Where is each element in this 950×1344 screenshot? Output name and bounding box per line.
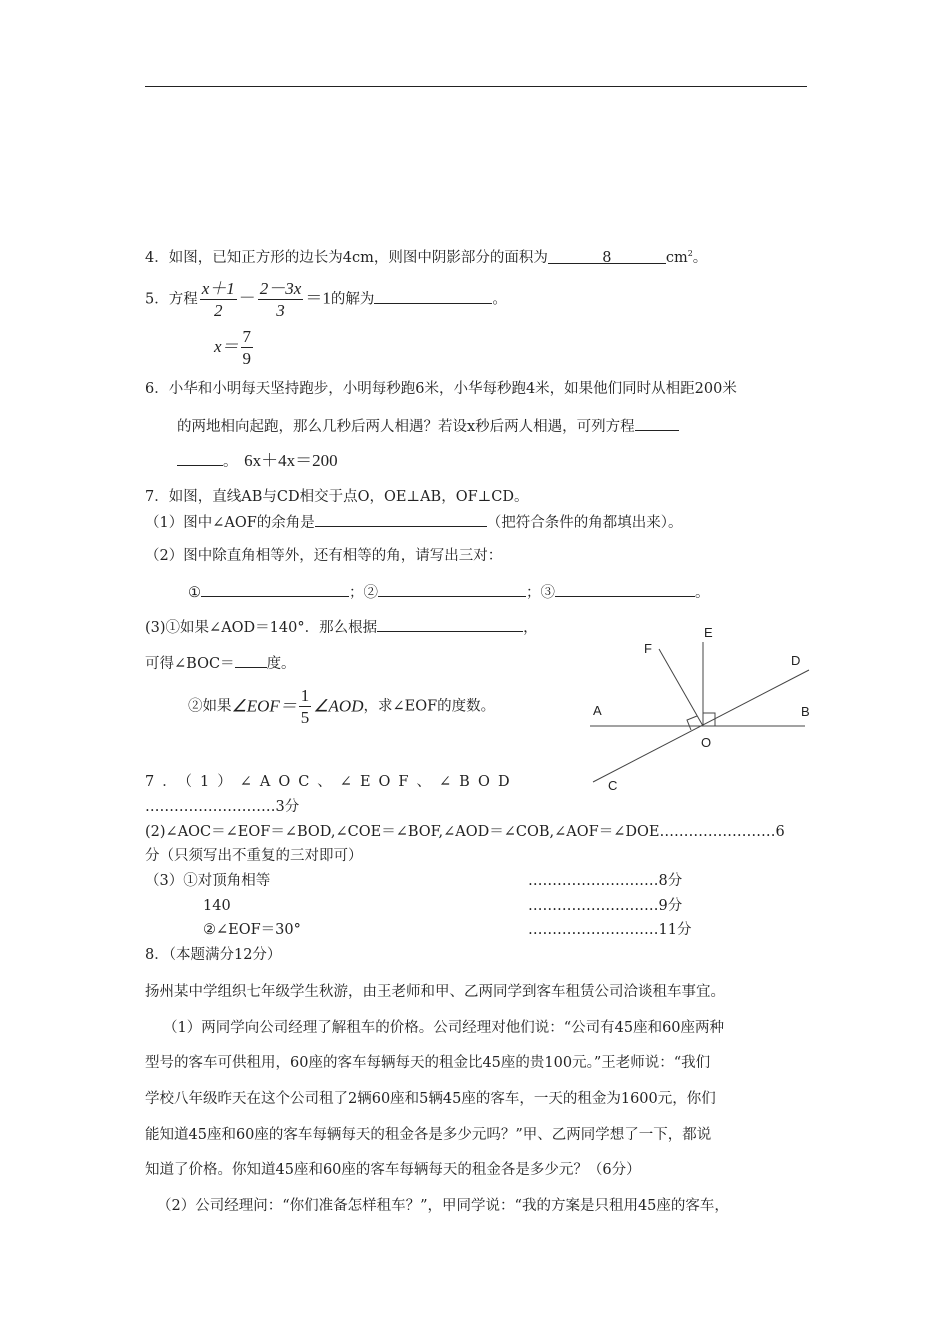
q7-p2-blank-2 (378, 581, 526, 597)
q8-p2-line-1: （2）公司经理问：“你们准备怎样租车？”，甲同学说：“我的方案是只租用45座的客车， (157, 1198, 729, 1214)
a7-part-3-1: （3）①对顶角相等 (145, 873, 271, 889)
label-b: B (801, 704, 810, 719)
q7-p3-q2-b: ，求∠EOF的度数。 (363, 698, 496, 715)
q5-end: 。 (492, 291, 507, 308)
q5-fraction-2 (258, 278, 304, 321)
label-o: O (701, 735, 712, 750)
q7-p3-line2-a: 可得∠BOC＝ (145, 656, 235, 672)
q5-suffix: 的解为 (330, 291, 375, 308)
q5-minus: － (238, 288, 256, 308)
q4-text: 4．如图，已知正方形的边长为4cm，则图中阴影部分的面积为 (145, 249, 548, 266)
q7-p2-blank-3 (555, 581, 695, 597)
a7-line-2: (2)∠AOC＝∠EOF＝∠BOD,∠COE＝∠BOF,∠AOD＝∠COB,∠AOF＝∠DOE……………………6 (145, 824, 785, 840)
q7-p3-blank-1 (377, 616, 523, 632)
a7-part-3-2: 140 (203, 898, 231, 914)
q7-p3-q2-a: ②如果 (188, 698, 232, 715)
q7-p3-q2-numerator: 1 (300, 686, 310, 705)
q7-part-2-blanks (188, 581, 710, 603)
a7-part-3-2-score: ………………………9分 (528, 898, 683, 914)
header-rule (145, 86, 807, 87)
ray-of (659, 649, 703, 726)
q7-p3-line1-end: ， (523, 620, 538, 636)
q7-p2-circled-3: ；③ (526, 585, 555, 601)
q6-blank-2 (177, 450, 223, 466)
intersecting-lines-diagram (585, 620, 825, 800)
a7-line-1-score: ………………………3分 (145, 799, 300, 815)
q4-end: 。 (692, 249, 708, 266)
label-e: E (704, 625, 713, 640)
q7-part-1 (145, 511, 683, 533)
q7-p1-blank (315, 511, 487, 527)
q8-p1-line-5: 知道了价格。你知道45座和60座的客车每辆每天的租金各是多少元？（6分） (145, 1162, 641, 1178)
q4-unit-sup: 2 (687, 249, 693, 258)
q7-title: 7．如图，直线AB与CD相交于点O，OE⊥AB，OF⊥CD。 (145, 489, 529, 505)
q7-p1-label: （1）图中∠AOF的余角是 (145, 515, 315, 531)
q7-p1-hint: （把符合条件的角都填出来）。 (486, 515, 683, 531)
q7-part-3-question-2 (188, 685, 495, 728)
q7-p3-q2-rhs: ∠AOD (313, 696, 364, 716)
q8-p1-line-4: 能知道45座和60座的客车每辆每天的租金各是多少元吗？”甲、乙两同学想了一下，都说 (145, 1127, 712, 1143)
q4-answer-blank (548, 248, 666, 264)
q7-p3-q2-lhs: ∠EOF＝ (231, 696, 297, 716)
q8-intro: 扬州某中学组织七年级学生秋游，由王老师和甲、乙两同学到客车租赁公司洽谈租车事宜。 (145, 984, 725, 1000)
a7-part-3-3: ②∠EOF＝30° (203, 922, 301, 938)
q5-prefix: 5．方程 (145, 291, 198, 308)
q5-answer-numerator: 7 (242, 327, 252, 346)
q8-p1-line-1: （1）两同学向公司经理了解租车的价格。公司经理对他们说：“公司有45座和60座两种 (163, 1020, 725, 1036)
q7-p2-end: 。 (695, 585, 710, 601)
q6-line-3 (177, 450, 338, 472)
q7-p3-q2-denominator: 5 (300, 708, 310, 727)
q5-answer-blank (374, 288, 492, 304)
q8-title: 8．（本题满分12分） (145, 947, 282, 963)
q5-answer-denominator: 9 (242, 349, 252, 368)
q5-answer-fraction (241, 326, 254, 369)
q5-eq: ＝1 (305, 288, 331, 308)
label-c: C (608, 778, 618, 793)
q7-part-2: （2）图中除直角相等外，还有相等的角，请写出三对： (145, 548, 503, 564)
q7-p3-q2-fraction (299, 685, 312, 728)
q7-p2-circled-1: ① (188, 585, 201, 601)
q4-unit: cm (665, 249, 688, 266)
q5-answer (214, 326, 255, 369)
q5-frac2-numerator: 2－3x (259, 279, 302, 298)
a7-line-2-cont: 分（只须写出不重复的三对即可） (145, 848, 363, 864)
q7-part-3-line-1 (145, 616, 538, 638)
q5-answer-lhs: x＝ (214, 337, 239, 356)
q6-line-2 (177, 415, 679, 437)
q7-p3-blank-2 (235, 652, 267, 668)
q7-p3-line1-text: (3)①如果∠AOD＝140°．那么根据 (145, 620, 378, 636)
q6-blank-1 (635, 415, 679, 431)
q5-frac1-numerator: x＋1 (201, 279, 235, 298)
q8-p1-line-3: 学校八年级昨天在这个公司租了2辆60座和5辆45座的客车，一天的租金为1600元，你们 (145, 1091, 716, 1107)
label-f: F (644, 641, 652, 656)
label-d: D (791, 653, 801, 668)
question-5 (145, 278, 507, 321)
q7-p3-line2-b: 度。 (266, 656, 296, 672)
q5-frac1-denominator: 2 (214, 301, 223, 320)
q5-frac2-denominator: 3 (276, 301, 285, 320)
q7-part-3-line-2 (145, 652, 296, 674)
q4-answer: 8 (602, 249, 612, 266)
q6-line-2-text: 的两地相向起跑，那么几秒后两人相遇？若设x秒后两人相遇，可列方程 (177, 419, 635, 435)
q7-p2-circled-2: ；② (349, 585, 378, 601)
label-a: A (593, 703, 602, 718)
a7-part-3-1-score: ………………………8分 (528, 873, 683, 889)
a7-part-3-3-score: ………………………11分 (528, 922, 692, 938)
a7-line-1: 7．（1）∠AOC、∠EOF、∠BOD (145, 774, 518, 790)
q5-fraction-1 (200, 278, 237, 321)
q6-line-3-end: 。 (223, 454, 238, 470)
right-angle-fod (687, 716, 697, 730)
question-4 (145, 244, 707, 268)
q6-answer: 6x＋4x＝200 (244, 451, 338, 470)
q7-p2-blank-1 (201, 581, 349, 597)
q8-p1-line-2: 型号的客车可供租用，60座的客车每辆每天的租金比45座的贵100元。”王老师说：“我们 (145, 1055, 711, 1071)
q6-line-1: 6．小华和小明每天坚持跑步，小明每秒跑6米，小华每秒跑4米，如果他们同时从相距200米 (145, 381, 737, 397)
